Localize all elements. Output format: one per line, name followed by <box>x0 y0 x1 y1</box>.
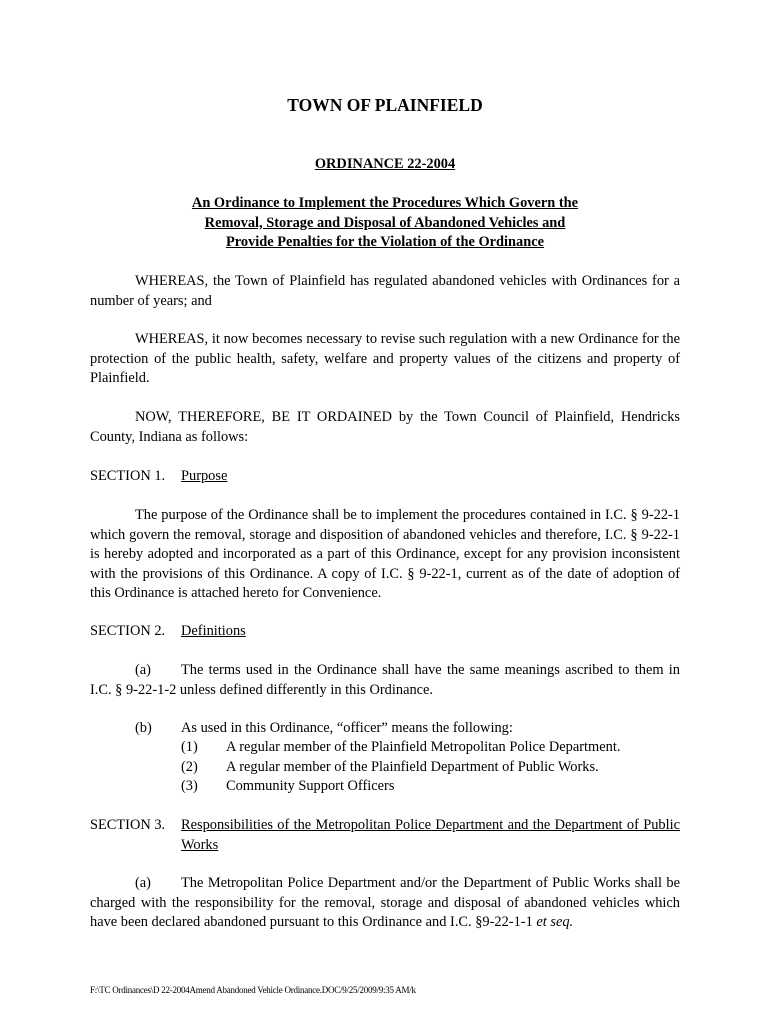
clause-text: As used in this Ordinance, “officer” means the following: <box>181 720 513 736</box>
section-1-heading <box>90 467 680 487</box>
list-number: (1) <box>181 739 198 755</box>
clause-text: The terms used in the Ordinance shall have the same meanings ascribed to them in I.C. § 9-22-1-2 unless defined differently in this Ordinance. <box>90 662 680 698</box>
officer-list-item <box>181 758 599 778</box>
list-text: A regular member of the Plainfield Department of Public Works. <box>226 759 599 775</box>
section-title: Responsibilities of the Metropolitan Police Department and the Department of Public Works <box>181 817 680 853</box>
recital-paragraph: WHEREAS, the Town of Plainfield has regulated abandoned vehicles with Ordinances for a number of years; and <box>90 273 680 309</box>
definition-b <box>135 719 513 739</box>
ordinance-title-line: Provide Penalties for the Violation of the Ordinance <box>225 234 545 251</box>
section-label: SECTION 3. <box>90 817 166 833</box>
citation-suffix: et seq. <box>536 914 574 931</box>
ordinance-title-line: An Ordinance to Implement the Procedures Which Govern the <box>191 195 579 211</box>
clause-marker: (a) <box>135 875 151 891</box>
officer-list-item <box>181 777 394 797</box>
list-text: Community Support Officers <box>226 778 395 794</box>
section-title: Definitions <box>181 623 246 639</box>
list-number: (3) <box>181 778 198 794</box>
recital-paragraph: WHEREAS, it now becomes necessary to revise such regulation with a new Ordinance for the protection of the public health, safety, welfare and property values of the citizens and property of Plainfield. <box>90 331 680 387</box>
ordinance-title-line: Removal, Storage and Disposal of Abandoned Vehicles and <box>204 214 566 231</box>
section-title: Purpose <box>181 468 228 484</box>
section-label: SECTION 2. <box>90 623 166 639</box>
definition-a <box>90 661 680 700</box>
clause-marker: (a) <box>135 662 151 678</box>
clause-text: The Metropolitan Police Department and/or the Department of Public Works shall be charged with the responsibility for the removal, storage and disposal of abandoned vehicles which have been declared abandoned pursuant to this Ordinance and I.C. §9-22-1-1 <box>90 875 680 931</box>
officer-list-item <box>181 738 620 758</box>
responsibility-a <box>90 874 680 933</box>
section-2-heading <box>90 622 680 642</box>
footer-file-path: F:\TC Ordinances\D 22-2004Amend Abandoned Vehicle Ordinance.DOC/9/25/2009/9:35 AM/k <box>90 985 416 995</box>
ordinance-number: ORDINANCE 22-2004 <box>314 156 456 172</box>
list-text: A regular member of the Plainfield Metropolitan Police Department. <box>226 739 621 755</box>
document-title: TOWN OF PLAINFIELD <box>287 95 483 115</box>
section-label: SECTION 1. <box>90 468 166 484</box>
ordained-paragraph: NOW, THEREFORE, BE IT ORDAINED by the Town Council of Plainfield, Hendricks County, Indiana as follows: <box>90 409 680 445</box>
clause-marker: (b) <box>135 720 152 736</box>
section-1-body: The purpose of the Ordinance shall be to implement the procedures contained in I.C. § 9-22-1 which govern the removal, storage and disposition of abandoned vehicles and therefore, I.C. § 9-22-1 is hereby adopted and incorporated as a part of this Ordinance, except for any provision inconsistent with the provisions of this Ordinance. A copy of I.C. § 9-22-1, current as of the date of adoption of this Ordinance is attached hereto for Convenience. <box>90 507 680 602</box>
list-number: (2) <box>181 759 198 775</box>
ordinance-title <box>90 194 680 253</box>
